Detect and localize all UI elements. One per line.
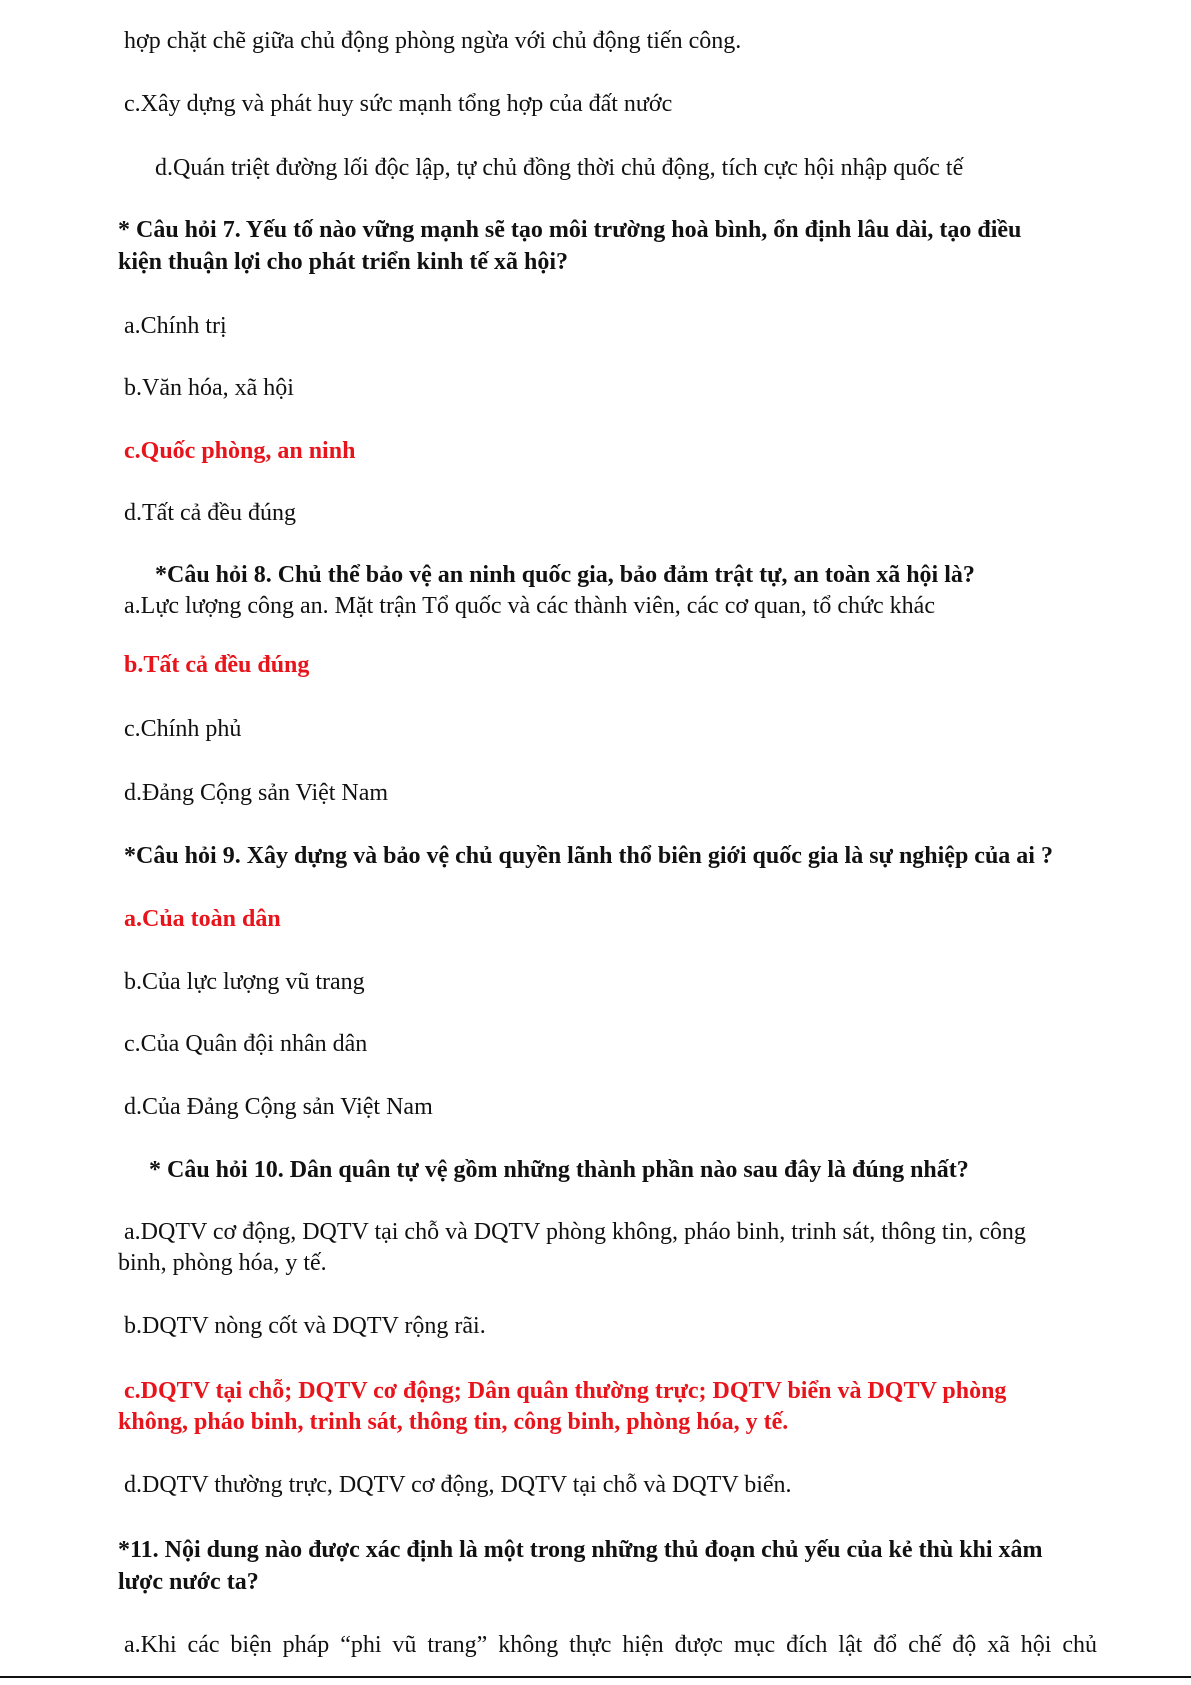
q9-option-c: c.Của Quân đội nhân dân [124, 1031, 368, 1057]
q9-option-a-correct: a.Của toàn dân [124, 906, 281, 932]
q9-question: *Câu hỏi 9. Xây dựng và bảo vệ chủ quyền lãnh thổ biên giới quốc gia là sự nghiệp của ai ? [124, 843, 1053, 869]
q8-option-a: a.Lực lượng công an. Mặt trận Tổ quốc và các thành viên, các cơ quan, tổ chức khác [124, 593, 935, 619]
q11-question-line1: *11. Nội dung nào được xác định là một trong những thủ đoạn chủ yếu của kẻ thù khi xâm [118, 1537, 1043, 1563]
q10-question: * Câu hỏi 10. Dân quân tự vệ gồm những thành phần nào sau đây là đúng nhất? [149, 1157, 969, 1183]
q6-option-d: d.Quán triệt đường lối độc lập, tự chủ đồng thời chủ động, tích cực hội nhập quốc tế [155, 155, 964, 181]
q7-question-line1: * Câu hỏi 7. Yếu tố nào vững mạnh sẽ tạo môi trường hoà bình, ổn định lâu dài, tạo điều [118, 217, 1022, 243]
q10-option-c-correct-line2: không, pháo binh, trinh sát, thông tin, công binh, phòng hóa, y tế. [118, 1409, 789, 1435]
q8-option-b-correct: b.Tất cả đều đúng [124, 652, 310, 678]
q11-option-a-line1: a.Khi các biện pháp “phi vũ trang” không thực hiện được mục đích lật đổ chế độ xã hội chủ [124, 1632, 1097, 1658]
q10-option-d: d.DQTV thường trực, DQTV cơ động, DQTV tại chỗ và DQTV biển. [124, 1472, 792, 1498]
q7-option-b: b.Văn hóa, xã hội [124, 375, 294, 401]
q6-continuation-line: hợp chặt chẽ giữa chủ động phòng ngừa với chủ động tiến công. [124, 28, 742, 54]
q9-option-b: b.Của lực lượng vũ trang [124, 969, 365, 995]
q6-option-c: c.Xây dựng và phát huy sức mạnh tổng hợp của đất nước [124, 91, 673, 117]
q7-option-a: a.Chính trị [124, 313, 227, 339]
q10-option-b: b.DQTV nòng cốt và DQTV rộng rãi. [124, 1313, 486, 1339]
q7-question-line2: kiện thuận lợi cho phát triển kinh tế xã hội? [118, 249, 569, 275]
page-bottom-rule [0, 1676, 1191, 1678]
q7-option-c-correct: c.Quốc phòng, an ninh [124, 438, 356, 464]
q10-option-a-line2: binh, phòng hóa, y tế. [118, 1250, 327, 1276]
q8-option-c: c.Chính phủ [124, 716, 242, 742]
q10-option-a-line1: a.DQTV cơ động, DQTV tại chỗ và DQTV phòng không, pháo binh, trinh sát, thông tin, công [124, 1219, 1026, 1245]
q11-question-line2: lược nước ta? [118, 1569, 259, 1595]
q10-option-c-correct-line1: c.DQTV tại chỗ; DQTV cơ động; Dân quân thường trực; DQTV biển và DQTV phòng [124, 1378, 1007, 1404]
q9-option-d: d.Của Đảng Cộng sản Việt Nam [124, 1094, 433, 1120]
q7-option-d: d.Tất cả đều đúng [124, 500, 296, 526]
q8-question: *Câu hỏi 8. Chủ thể bảo vệ an ninh quốc gia, bảo đảm trật tự, an toàn xã hội là? [155, 562, 975, 588]
q8-option-d: d.Đảng Cộng sản Việt Nam [124, 780, 389, 806]
